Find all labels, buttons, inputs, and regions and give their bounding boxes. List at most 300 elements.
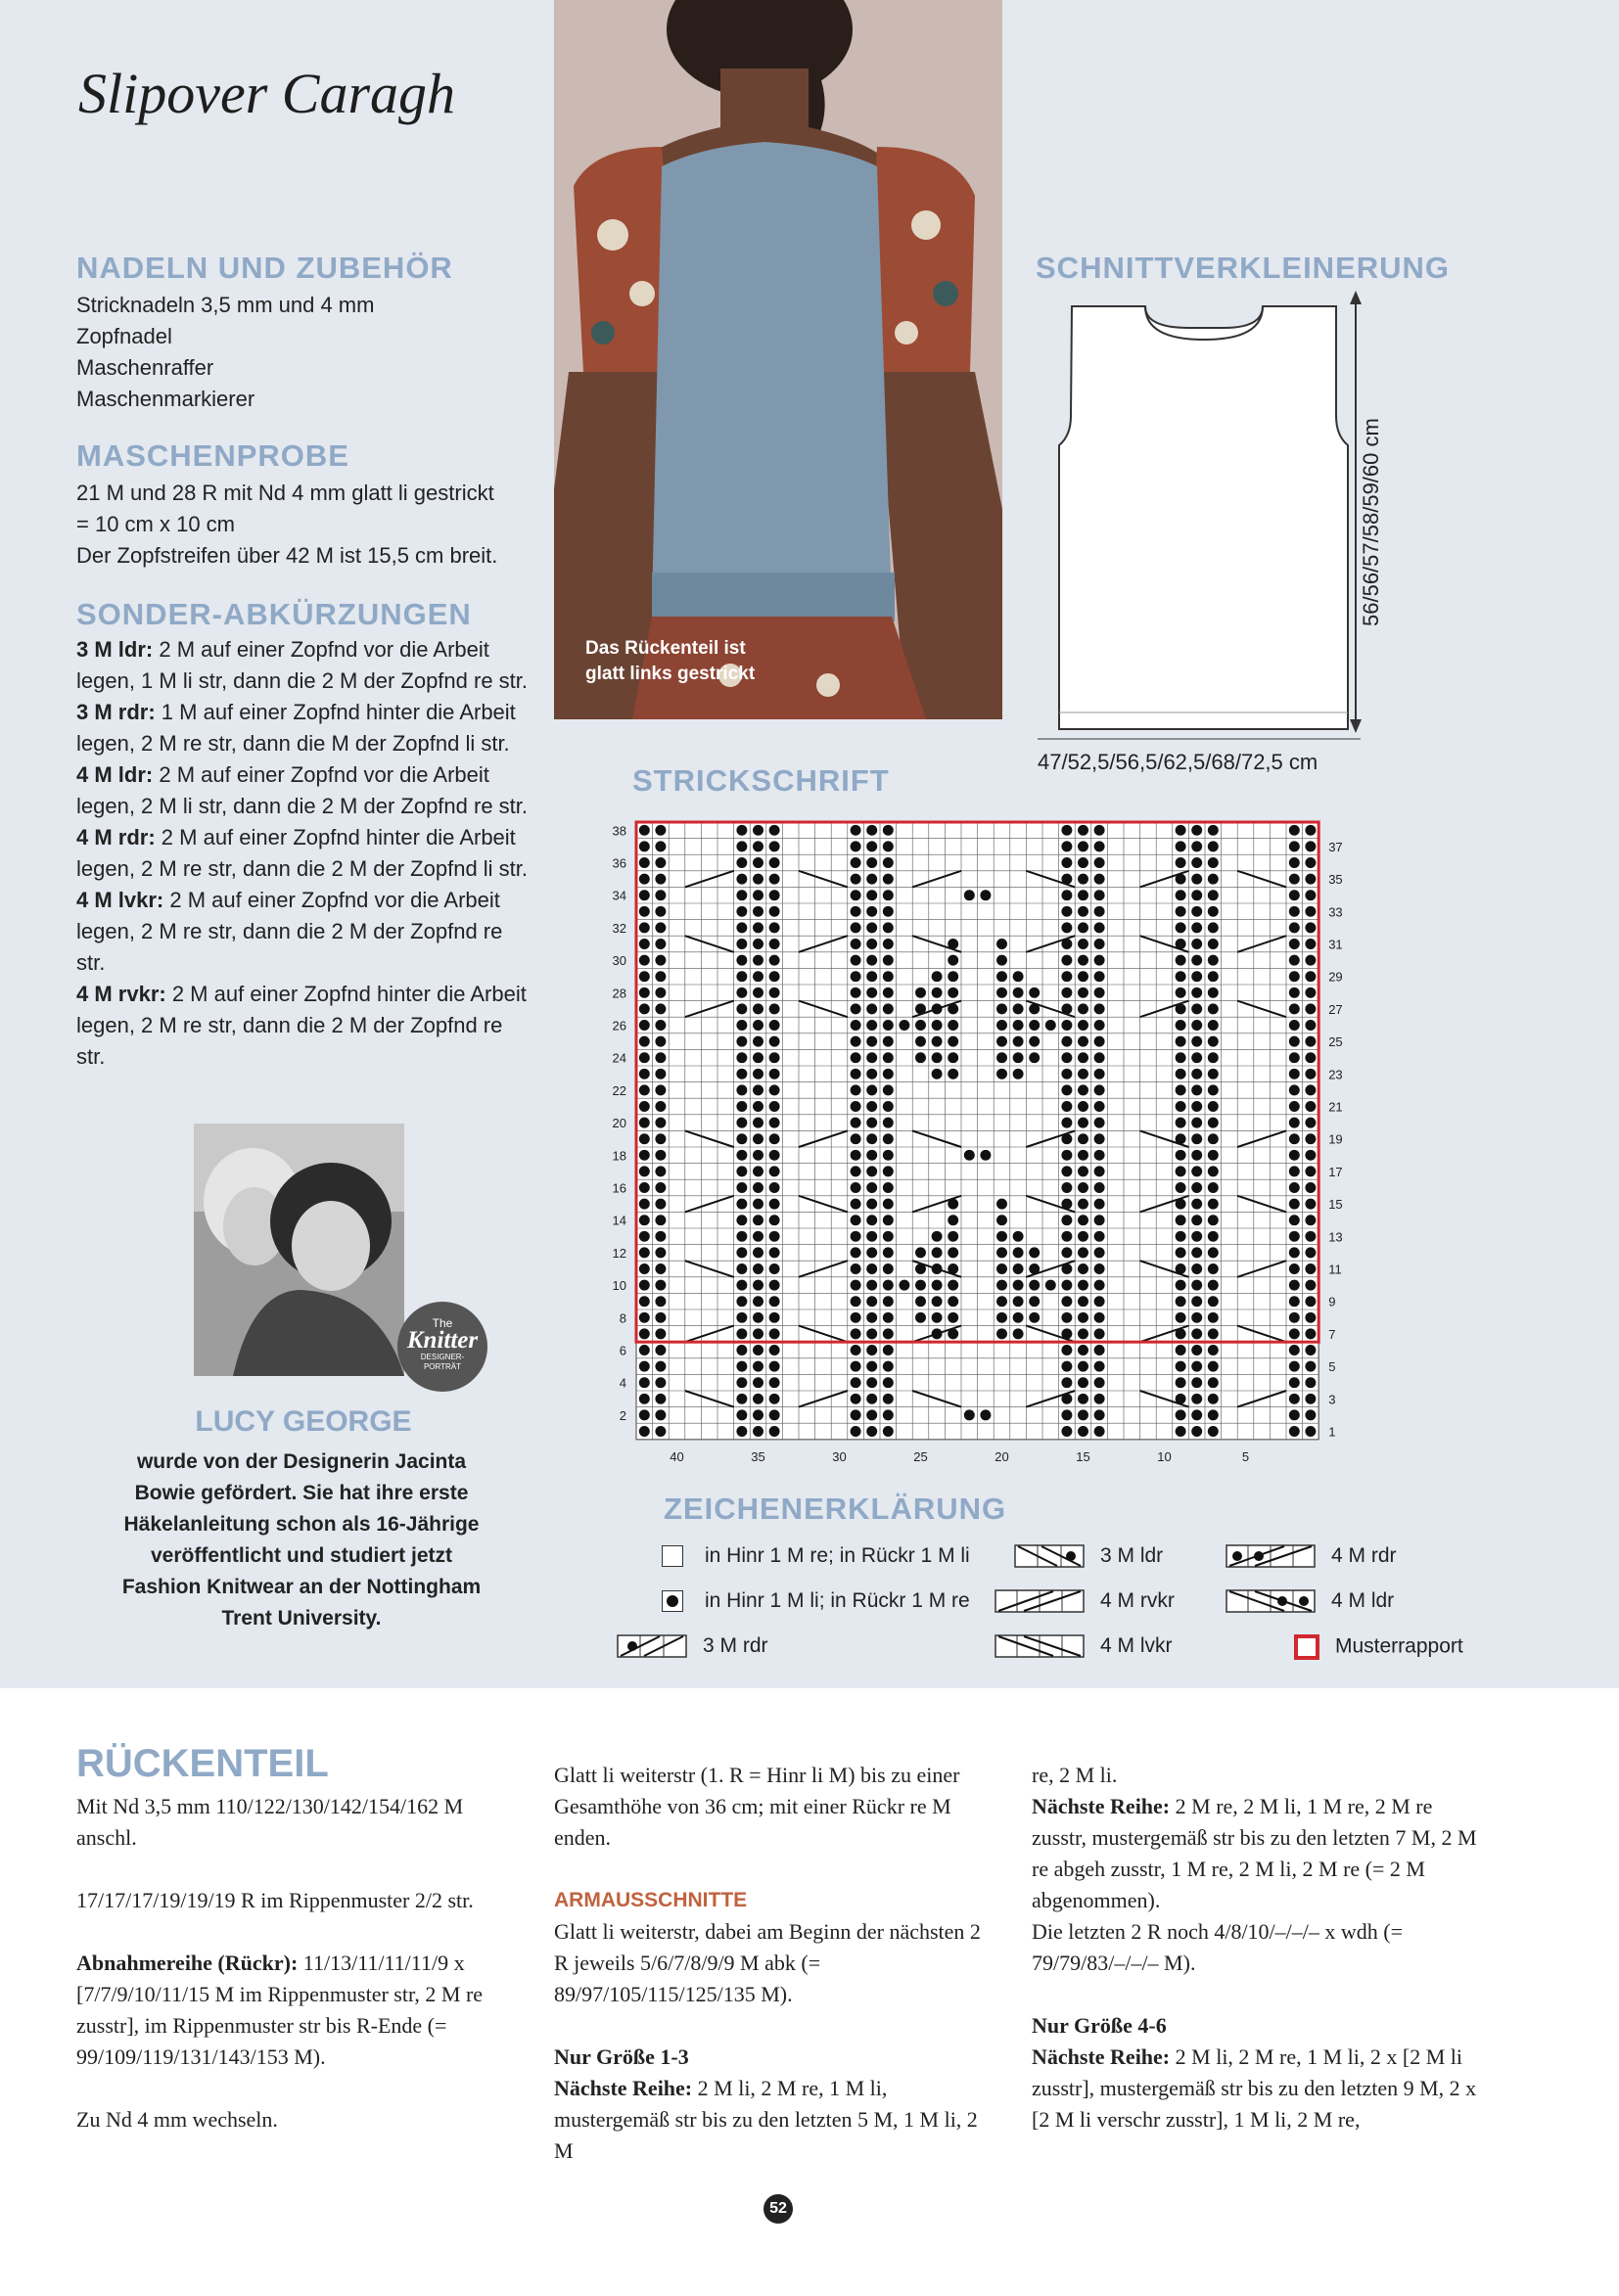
chart-purl-stitch [996, 987, 1007, 998]
chart-purl-stitch [996, 1247, 1007, 1258]
chart-purl-stitch [1094, 841, 1105, 851]
chart-purl-stitch [769, 1409, 780, 1420]
chart-purl-stitch [655, 1182, 666, 1193]
chart-purl-stitch [866, 987, 877, 998]
chart-purl-stitch [1176, 841, 1186, 851]
chart-row-number-left: 30 [612, 953, 626, 969]
abbrev-item [76, 979, 536, 1073]
chart-purl-stitch [1078, 939, 1088, 949]
chart-purl-stitch [1029, 1296, 1040, 1307]
chart-purl-stitch [851, 1150, 861, 1161]
chart-purl-stitch [1061, 1345, 1072, 1355]
chart-purl-stitch [883, 857, 894, 868]
chart-purl-stitch [639, 1020, 650, 1031]
chart-purl-stitch [1305, 1084, 1316, 1095]
chart-purl-stitch [1305, 1036, 1316, 1047]
chart-purl-stitch [1176, 971, 1186, 982]
chart-purl-stitch [655, 1003, 666, 1014]
chart-purl-stitch [1305, 841, 1316, 851]
chart-purl-stitch [883, 1312, 894, 1323]
chart-purl-stitch [736, 890, 747, 900]
chart-row-number-left: 38 [612, 823, 626, 839]
chart-row-number-right: 5 [1328, 1359, 1336, 1375]
chart-purl-stitch [736, 1150, 747, 1161]
model-illustration [554, 0, 1002, 719]
chart-purl-stitch [639, 1150, 650, 1161]
chart-purl-stitch [1191, 1133, 1202, 1144]
chart-purl-stitch [980, 1150, 991, 1161]
chart-purl-stitch [964, 1150, 975, 1161]
chart-purl-stitch [851, 1052, 861, 1063]
chart-purl-stitch [948, 1036, 958, 1047]
chart-purl-stitch [883, 825, 894, 836]
chart-purl-stitch [883, 890, 894, 900]
chart-purl-stitch [753, 922, 763, 933]
chart-purl-stitch [769, 1426, 780, 1437]
chart-purl-stitch [1305, 825, 1316, 836]
chart-purl-stitch [1191, 825, 1202, 836]
chart-purl-stitch [769, 987, 780, 998]
chart-purl-stitch [883, 1199, 894, 1210]
chart-purl-stitch [1305, 1133, 1316, 1144]
chart-purl-stitch [1078, 1199, 1088, 1210]
abbrev-desc: 2 M auf einer Zopfnd vor die Arbeit legen, 2 M re str, dann die 2 M der Zopfnd re str. [76, 888, 503, 975]
chart-purl-stitch [883, 1345, 894, 1355]
chart-purl-stitch [753, 987, 763, 998]
chart-purl-stitch [964, 1409, 975, 1420]
chart-purl-stitch [655, 1426, 666, 1437]
chart-purl-stitch [932, 1020, 943, 1031]
chart-purl-stitch [639, 987, 650, 998]
cable-4-left-cross-icon [995, 1634, 1085, 1658]
chart-purl-stitch [1289, 1394, 1300, 1404]
legend-repeat [1294, 1634, 1463, 1660]
chart-purl-stitch [639, 1182, 650, 1193]
chart-purl-stitch [639, 1312, 650, 1323]
chart-purl-stitch [851, 841, 861, 851]
chart-purl-stitch [1061, 1036, 1072, 1047]
chart-purl-stitch [639, 906, 650, 917]
chart-purl-stitch [866, 1101, 877, 1112]
chart-purl-stitch [1305, 1020, 1316, 1031]
chart-purl-stitch [736, 1069, 747, 1079]
chart-purl-stitch [1078, 955, 1088, 966]
chart-purl-stitch [1289, 1247, 1300, 1258]
chart-purl-stitch [1078, 1052, 1088, 1063]
chart-purl-stitch [948, 971, 958, 982]
chart-purl-stitch [1094, 1426, 1105, 1437]
back-paragraph: Glatt li weiterstr (1. R = Hinr li M) bis zu einer Gesamthöhe von 36 cm; mit einer Rückr re M enden. [554, 1763, 960, 1850]
chart-purl-stitch [1305, 1069, 1316, 1079]
chart-purl-stitch [655, 1345, 666, 1355]
abbrev-item [76, 634, 536, 697]
chart-purl-stitch [1176, 1150, 1186, 1161]
chart-purl-stitch [866, 1426, 877, 1437]
legend-repeat-label: Musterrapport [1335, 1634, 1463, 1658]
chart-purl-stitch [980, 890, 991, 900]
chart-purl-stitch [1176, 1247, 1186, 1258]
chart-purl-stitch [753, 906, 763, 917]
chart-purl-stitch [769, 1247, 780, 1258]
chart-purl-stitch [1078, 1020, 1088, 1031]
schematic-heading: SCHNITTVERKLEINERUNG [1036, 251, 1451, 285]
chart-purl-stitch [883, 1101, 894, 1112]
chart-purl-stitch [883, 1182, 894, 1193]
chart-purl-stitch [1094, 1247, 1105, 1258]
chart-row-number-right: 3 [1328, 1392, 1336, 1407]
chart-purl-stitch [1078, 1069, 1088, 1079]
chart-purl-stitch [866, 955, 877, 966]
chart-purl-stitch [1208, 1409, 1219, 1420]
back-paragraph: Abnahmereihe (Rückr): 11/13/11/11/11/9 x [7/7/9/10/11/15 M im Rippenmuster str, 2 M re zusstr], im Rippenmuster str bis R-Ende (= 99/109/119/131/143/153 M). [76, 1951, 484, 2069]
chart-purl-stitch [753, 1003, 763, 1014]
chart-row-number-right: 33 [1328, 904, 1343, 920]
chart-purl-stitch [1094, 1377, 1105, 1388]
back-col-3 [1032, 1760, 1492, 2135]
chart-purl-stitch [1094, 1150, 1105, 1161]
chart-purl-stitch [1176, 987, 1186, 998]
chart-purl-stitch [639, 1052, 650, 1063]
chart-purl-stitch [753, 1280, 763, 1291]
chart-purl-stitch [1191, 1377, 1202, 1388]
chart-purl-stitch [866, 1199, 877, 1210]
chart-purl-stitch [883, 1394, 894, 1404]
chart-purl-stitch [769, 1166, 780, 1176]
chart-purl-stitch [753, 841, 763, 851]
chart-row-number-right: 31 [1328, 937, 1343, 952]
chart-purl-stitch [964, 890, 975, 900]
knitting-chart [587, 812, 1370, 1478]
chart-row-number-left: 36 [612, 855, 626, 871]
legend-c4l [1226, 1589, 1394, 1613]
chart-purl-stitch [851, 906, 861, 917]
chart-purl-stitch [866, 1020, 877, 1031]
chart-purl-stitch [1061, 1247, 1072, 1258]
chart-purl-stitch [883, 971, 894, 982]
chart-purl-stitch [1289, 1069, 1300, 1079]
chart-purl-stitch [1078, 1377, 1088, 1388]
chart-purl-stitch [769, 1101, 780, 1112]
chart-purl-stitch [1289, 1263, 1300, 1274]
chart-purl-stitch [1208, 1199, 1219, 1210]
chart-purl-stitch [1029, 1312, 1040, 1323]
chart-purl-stitch [1289, 1166, 1300, 1176]
chart-purl-stitch [851, 1394, 861, 1404]
chart-purl-stitch [866, 1409, 877, 1420]
chart-purl-stitch [769, 955, 780, 966]
page-number: 52 [763, 2194, 793, 2224]
chart-purl-stitch [753, 1426, 763, 1437]
legend-c4rv-label: 4 M rvkr [1100, 1589, 1175, 1612]
badge-line: DESIGNER-PORTRÄT [420, 1353, 465, 1371]
chart-purl-stitch [866, 1280, 877, 1291]
chart-purl-stitch [1061, 922, 1072, 933]
chart-purl-stitch [1305, 971, 1316, 982]
chart-purl-stitch [851, 1101, 861, 1112]
chart-purl-stitch [1289, 906, 1300, 917]
chart-purl-stitch [883, 1036, 894, 1047]
chart-purl-stitch [1191, 1361, 1202, 1372]
chart-purl-stitch [1078, 987, 1088, 998]
chart-purl-stitch [769, 1150, 780, 1161]
chart-purl-stitch [883, 1069, 894, 1079]
chart-purl-stitch [1305, 939, 1316, 949]
chart-purl-stitch [1061, 971, 1072, 982]
chart-purl-stitch [769, 1182, 780, 1193]
chart-purl-stitch [1305, 874, 1316, 885]
chart-purl-stitch [1029, 1052, 1040, 1063]
legend-c3r [617, 1634, 768, 1658]
chart-purl-stitch [639, 857, 650, 868]
chart-purl-stitch [851, 874, 861, 885]
chart-purl-stitch [769, 1280, 780, 1291]
chart-purl-stitch [866, 1003, 877, 1014]
chart-purl-stitch [1208, 1263, 1219, 1274]
chart-purl-stitch [1094, 1394, 1105, 1404]
chart-purl-stitch [736, 939, 747, 949]
needles-list [76, 290, 374, 415]
chart-purl-stitch [753, 971, 763, 982]
chart-purl-stitch [1305, 1345, 1316, 1355]
chart-purl-stitch [1191, 939, 1202, 949]
chart-purl-stitch [1305, 1052, 1316, 1063]
chart-purl-stitch [883, 955, 894, 966]
chart-purl-stitch [915, 1296, 926, 1307]
chart-purl-stitch [1208, 1280, 1219, 1291]
chart-purl-stitch [1208, 1312, 1219, 1323]
chart-purl-stitch [851, 1296, 861, 1307]
chart-col-number: 10 [1157, 1448, 1172, 1464]
chart-purl-stitch [1305, 1409, 1316, 1420]
chart-purl-stitch [1061, 825, 1072, 836]
chart-purl-stitch [1208, 1182, 1219, 1193]
chart-purl-stitch [883, 1215, 894, 1225]
chart-purl-stitch [1061, 1020, 1072, 1031]
chart-purl-stitch [753, 1394, 763, 1404]
chart-purl-stitch [866, 1231, 877, 1242]
chart-purl-stitch [753, 1069, 763, 1079]
chart-purl-stitch [996, 1003, 1007, 1014]
chart-purl-stitch [1078, 1263, 1088, 1274]
chart-purl-stitch [1208, 1215, 1219, 1225]
chart-purl-stitch [1061, 1312, 1072, 1323]
chart-purl-stitch [1305, 1166, 1316, 1176]
chart-row-number-right: 21 [1328, 1099, 1343, 1115]
legend-c4r [1226, 1544, 1397, 1568]
chart-purl-stitch [655, 1052, 666, 1063]
chart-row-number-left: 28 [612, 986, 626, 1001]
chart-purl-stitch [1094, 1003, 1105, 1014]
chart-purl-stitch [883, 906, 894, 917]
chart-purl-stitch [753, 1231, 763, 1242]
chart-purl-stitch [639, 1069, 650, 1079]
chart-purl-stitch [1094, 1345, 1105, 1355]
chart-purl-stitch [1289, 1377, 1300, 1388]
chart-purl-stitch [639, 1101, 650, 1112]
designer-bio: wurde von der Designerin Jacinta Bowie gefördert. Sie hat ihre erste Häkelanleitung schon als 16-Jährige veröffentlicht und studiert jetzt Fashion Knitwear an der Nottingham Trent University. [121, 1450, 482, 1630]
chart-purl-stitch [1208, 1296, 1219, 1307]
chart-purl-stitch [655, 1020, 666, 1031]
chart-purl-stitch [655, 890, 666, 900]
chart-purl-stitch [639, 971, 650, 982]
chart-purl-stitch [1191, 1296, 1202, 1307]
chart-purl-stitch [915, 1020, 926, 1031]
chart-purl-stitch [639, 1280, 650, 1291]
back-paragraph: Die letzten 2 R noch 4/8/10/–/–/– x wdh (= 79/79/83/–/–/– M). [1032, 1919, 1404, 1975]
chart-purl-stitch [655, 1150, 666, 1161]
chart-purl-stitch [1289, 1280, 1300, 1291]
chart-purl-stitch [915, 987, 926, 998]
needles-line: Maschenmarkierer [76, 387, 255, 411]
chart-purl-stitch [769, 1263, 780, 1274]
chart-purl-stitch [753, 1215, 763, 1225]
back-col-1 [76, 1791, 527, 2135]
chart-purl-stitch [1191, 971, 1202, 982]
chart-purl-stitch [1029, 1247, 1040, 1258]
chart-purl-stitch [1078, 1166, 1088, 1176]
chart-purl-stitch [1289, 1182, 1300, 1193]
chart-purl-stitch [883, 1280, 894, 1291]
chart-purl-stitch [851, 1345, 861, 1355]
chart-purl-stitch [996, 1215, 1007, 1225]
chart-purl-stitch [1191, 1036, 1202, 1047]
chart-purl-stitch [1208, 1394, 1219, 1404]
chart-purl-stitch [1289, 1361, 1300, 1372]
abbrev-desc: 2 M auf einer Zopfnd vor die Arbeit legen, 1 M li str, dann die 2 M der Zopfnd re str. [76, 637, 529, 693]
chart-purl-stitch [866, 906, 877, 917]
chart-purl-stitch [1094, 1020, 1105, 1031]
back-label: Nächste Reihe: [1032, 2044, 1171, 2069]
chart-purl-stitch [1061, 1426, 1072, 1437]
chart-purl-stitch [736, 1036, 747, 1047]
chart-purl-stitch [1029, 1280, 1040, 1291]
chart-purl-stitch [736, 1345, 747, 1355]
chart-purl-stitch [753, 939, 763, 949]
chart-purl-stitch [1094, 874, 1105, 885]
chart-purl-stitch [1094, 857, 1105, 868]
chart-purl-stitch [948, 1247, 958, 1258]
chart-purl-stitch [866, 1328, 877, 1339]
chart-purl-stitch [1078, 1133, 1088, 1144]
chart-row-number-left: 16 [612, 1180, 626, 1196]
back-col-2 [554, 1760, 995, 2167]
chart-purl-stitch [948, 1052, 958, 1063]
chart-purl-stitch [1289, 1296, 1300, 1307]
chart-purl-stitch [655, 1377, 666, 1388]
chart-purl-stitch [1078, 1084, 1088, 1095]
chart-purl-stitch [655, 1199, 666, 1210]
chart-purl-stitch [1078, 1296, 1088, 1307]
chart-purl-stitch [753, 1345, 763, 1355]
chart-purl-stitch [1061, 841, 1072, 851]
back-paragraph: re, 2 M li. [1032, 1763, 1118, 1787]
chart-purl-stitch [866, 1182, 877, 1193]
chart-purl-stitch [1078, 874, 1088, 885]
chart-purl-stitch [1191, 1166, 1202, 1176]
chart-purl-stitch [1176, 825, 1186, 836]
abbrev-heading: SONDER-ABKÜRZUNGEN [76, 597, 472, 631]
chart-purl-stitch [1061, 1052, 1072, 1063]
chart-purl-stitch [736, 987, 747, 998]
chart-purl-stitch [1078, 1036, 1088, 1047]
chart-purl-stitch [1208, 1345, 1219, 1355]
chart-purl-stitch [1078, 1118, 1088, 1128]
chart-purl-stitch [736, 1215, 747, 1225]
chart-purl-stitch [1078, 1231, 1088, 1242]
chart-purl-stitch [1094, 1182, 1105, 1193]
chart-purl-stitch [639, 1036, 650, 1047]
chart-purl-stitch [1289, 874, 1300, 885]
chart-purl-stitch [1078, 890, 1088, 900]
chart-purl-stitch [1208, 890, 1219, 900]
abbrev-item [76, 759, 536, 822]
chart-purl-stitch [1013, 1231, 1024, 1242]
chart-purl-stitch [1305, 1215, 1316, 1225]
chart-purl-stitch [1305, 1247, 1316, 1258]
chart-purl-stitch [948, 1312, 958, 1323]
chart-purl-stitch [1094, 1215, 1105, 1225]
chart-purl-stitch [948, 1215, 958, 1225]
chart-purl-stitch [1176, 1069, 1186, 1079]
chart-purl-stitch [1208, 939, 1219, 949]
purl-symbol-icon [662, 1590, 683, 1612]
back-label: Nächste Reihe: [554, 2076, 693, 2100]
chart-purl-stitch [1289, 1118, 1300, 1128]
chart-purl-stitch [639, 1328, 650, 1339]
chart-purl-stitch [980, 1409, 991, 1420]
chart-purl-stitch [769, 971, 780, 982]
chart-purl-stitch [655, 922, 666, 933]
chart-purl-stitch [866, 1084, 877, 1095]
chart-purl-stitch [996, 1263, 1007, 1274]
chart-purl-stitch [639, 939, 650, 949]
chart-purl-stitch [1289, 857, 1300, 868]
back-heading: RÜCKENTEIL [76, 1742, 329, 1785]
chart-purl-stitch [769, 1069, 780, 1079]
chart-purl-stitch [851, 1361, 861, 1372]
chart-purl-stitch [736, 1280, 747, 1291]
legend-heading: ZEICHENERKLÄRUNG [664, 1492, 1007, 1526]
abbrev-term: 3 M ldr: [76, 637, 154, 662]
chart-purl-stitch [1208, 841, 1219, 851]
cable-4-right-icon [1226, 1544, 1316, 1568]
chart-purl-stitch [932, 987, 943, 998]
chart-purl-stitch [851, 825, 861, 836]
chart-row-number-left: 14 [612, 1213, 626, 1228]
chart-purl-stitch [1094, 1133, 1105, 1144]
legend-c3l [1014, 1544, 1163, 1568]
chart-purl-stitch [1061, 1280, 1072, 1291]
chart-purl-stitch [1094, 939, 1105, 949]
designer-photo [194, 1124, 404, 1376]
chart-purl-stitch [932, 1312, 943, 1323]
chart-purl-stitch [639, 890, 650, 900]
chart-purl-stitch [932, 1052, 943, 1063]
chart-purl-stitch [1176, 1296, 1186, 1307]
chart-purl-stitch [639, 1166, 650, 1176]
needles-line: Stricknadeln 3,5 mm und 4 mm [76, 293, 375, 317]
chart-purl-stitch [1078, 1328, 1088, 1339]
chart-col-number: 35 [751, 1448, 765, 1464]
chart-purl-stitch [753, 1199, 763, 1210]
chart-row-number-right: 7 [1328, 1326, 1336, 1342]
chart-purl-stitch [1029, 1036, 1040, 1047]
chart-purl-stitch [655, 1409, 666, 1420]
chart-purl-stitch [1013, 987, 1024, 998]
chart-purl-stitch [736, 1084, 747, 1095]
back-paragraph: 17/17/17/19/19/19 R im Rippenmuster 2/2 str. [76, 1888, 474, 1912]
chart-purl-stitch [1094, 1084, 1105, 1095]
